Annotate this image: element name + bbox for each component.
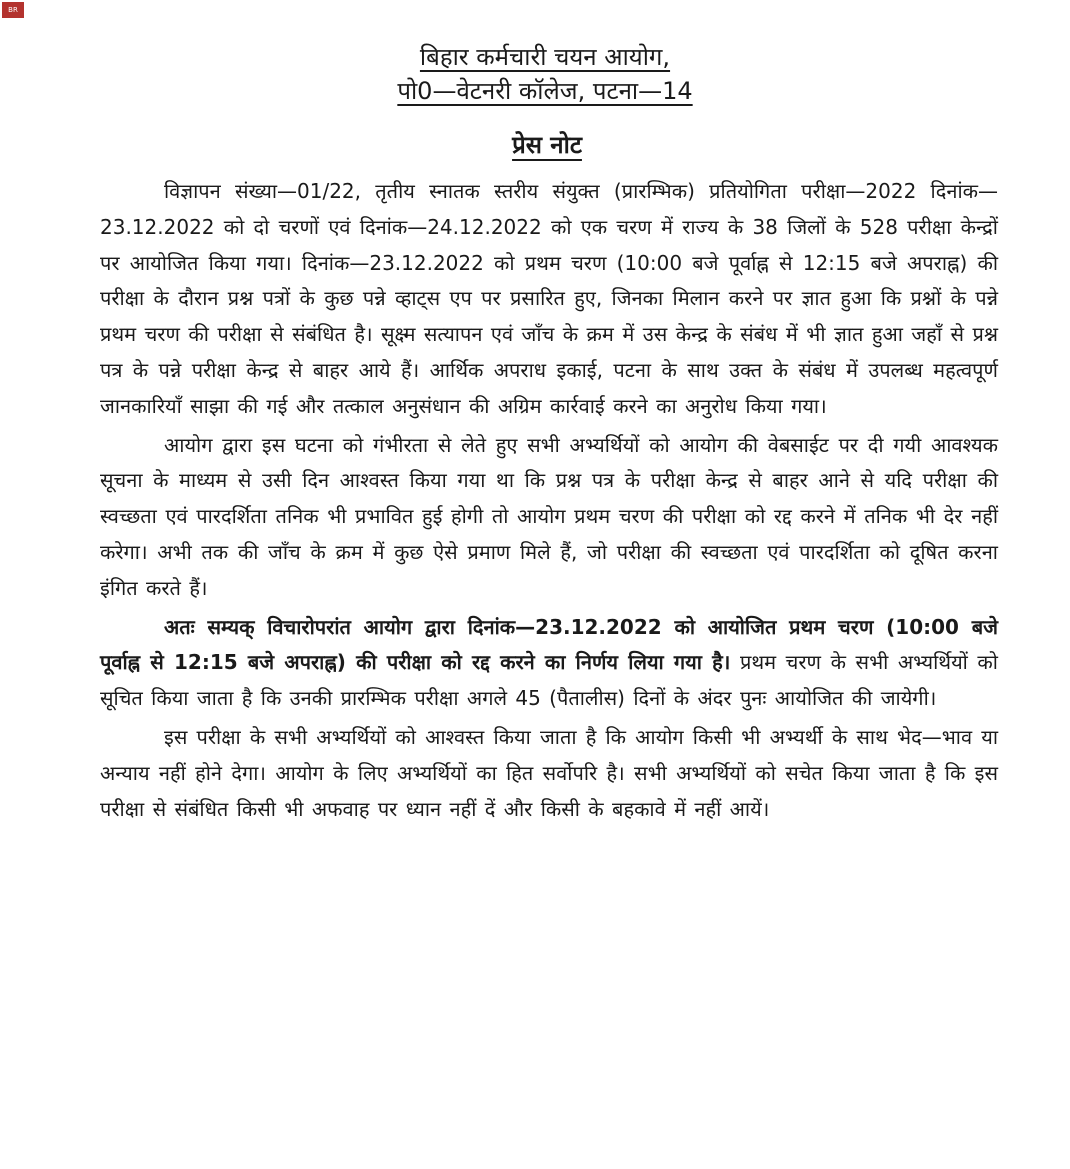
- press-note-title: प्रेस नोट: [512, 131, 582, 159]
- press-note-document: [100, 40, 998, 830]
- paragraph-1: विज्ञापन संख्या—01/22, तृतीय स्नातक स्तरीय संयुक्त (प्रारम्भिक) प्रतियोगिता परीक्षा—2022 दिनांक—23.12.2022 को दो चरणों एवं दिनांक—24.12.2022 को एक चरण में राज्य के 38 जिलों के 528 परीक्षा केन्द्रों पर आयोजित किया गया। दिनांक—23.12.2022 को प्रथम चरण (10:00 बजे पूर्वाह्न से 12:15 बजे अपराह्न) की परीक्षा के दौरान प्रश्न पत्रों के कुछ पन्ने व्हाट्स एप पर प्रसारित हुए, जिनका मिलान करने पर ज्ञात हुआ कि प्रश्नों के पन्ने प्रथम चरण की परीक्षा से संबंधित है। सूक्ष्म सत्यापन एवं जाँच के क्रम में उस केन्द्र के संबंध में भी ज्ञात हुआ जहाँ से प्रश्न पत्र के पन्ने परीक्षा केन्द्र से बाहर आये हैं। आर्थिक अपराध इकाई, पटना के साथ उक्त के संबंध में उपलब्ध महत्वपूर्ण जानकारियाँ साझा की गई और तत्काल अनुसंधान की अग्रिम कार्रवाई करने का अनुरोध किया गया।: [100, 179, 998, 418]
- letterhead: [92, 40, 998, 108]
- paragraph-3-decision: अतः सम्यक् विचारोपरांत आयोग द्वारा दिनांक—23.12.2022 को आयोजित प्रथम चरण (10:00 बजे पूर्वाह्न से 12:15 बजे अपराह्न) की परीक्षा को रद्द करने का निर्णय लिया गया है।: [100, 614, 998, 675]
- commission-name: बिहार कर्मचारी चयन आयोग,: [419, 43, 671, 71]
- paragraph-4: इस परीक्षा के सभी अभ्यर्थियों को आश्वस्त किया जाता है कि आयोग किसी भी अभ्यर्थी के साथ भेद—भाव या अन्याय नहीं होने देगा। आयोग के लिए अभ्यर्थियों का हित सर्वोपरि है। सभी अभ्यर्थियों को सचेत किया जाता है कि इस परीक्षा से संबंधित किसी भी अफवाह पर ध्यान नहीं दें और किसी के बहकावे में नहीं आयें।: [100, 724, 998, 821]
- commission-address: पो0—वेटनरी कॉलेज, पटना—14: [397, 77, 693, 105]
- corner-logo: BR: [2, 2, 24, 18]
- paragraph-3-notice: प्रथम चरण के सभी अभ्यर्थियों को सूचित किया जाता है कि उनकी प्रारम्भिक परीक्षा अगले 45 (पैतालीस) दिनों के अंदर पुनः आयोजित की जायेगी।: [100, 650, 998, 711]
- paragraph-3: [100, 610, 998, 717]
- paragraph-2: आयोग द्वारा इस घटना को गंभीरता से लेते हुए सभी अभ्यर्थियों को आयोग की वेबसाईट पर दी गयी आवश्यक सूचना के माध्यम से उसी दिन आश्वस्त किया गया था कि प्रश्न पत्र के परीक्षा केन्द्र से बाहर आने से यदि परीक्षा की स्वच्छता एवं पारदर्शिता तनिक भी प्रभावित हुई होगी तो आयोग प्रथम चरण की परीक्षा को रद्द करने में तनिक भी देर नहीं करेगा। अभी तक की जाँच के क्रम में कुछ ऐसे प्रमाण मिले हैं, जो परीक्षा की स्वच्छता एवं पारदर्शिता को दूषित करना इंगित करते हैं।: [100, 432, 998, 600]
